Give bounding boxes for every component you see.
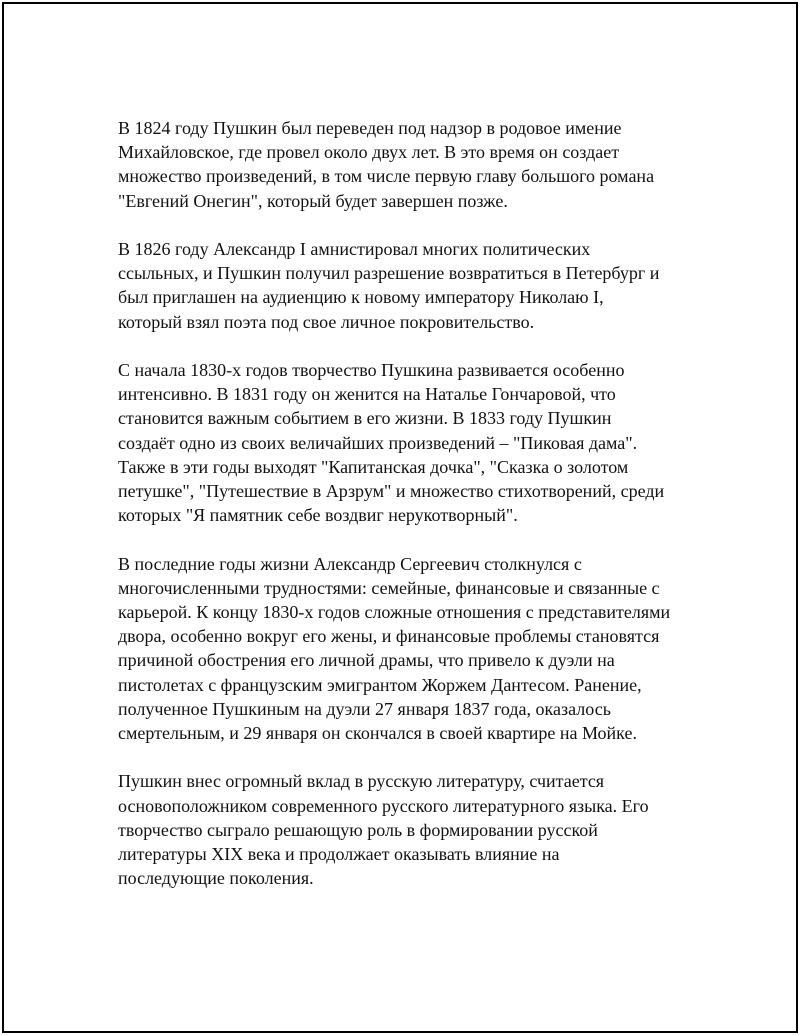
text-line: смертельным, и 29 января он скончался в своей квартире на Мойке. (118, 723, 637, 744)
text-line: становится важным событием в его жизни. В 1833 году Пушкин (118, 408, 612, 429)
text-line: основоположником современного русского литературного языка. Его (118, 795, 649, 816)
text-line: В 1826 году Александр I амнистировал многих политических (118, 239, 591, 259)
text-line: петушке", "Путешествие в Арзрум" и множество стихотворений, среди (118, 481, 665, 502)
text-line: В 1824 году Пушкин был переведен под надзор в родовое имение (118, 118, 622, 138)
paragraph-1 (118, 116, 708, 213)
text-line: многочисленными трудностями: семейные, финансовые и связанные с (118, 577, 660, 598)
text-line: множество произведений, в том числе первую главу большого романа (118, 166, 655, 187)
text-line: последующие поколения. (118, 868, 314, 889)
text-line: "Евгений Онегин", который будет завершен позже. (118, 190, 508, 211)
document-body (118, 116, 708, 915)
text-line: ссыльных, и Пушкин получил разрешение возвратиться в Петербург и (118, 263, 660, 284)
text-line: который взял поэта под свое личное покровительство. (118, 311, 535, 332)
text-line: которых "Я памятник себе воздвиг нерукотворный". (118, 505, 518, 526)
text-line: В последние годы жизни Александр Сергеевич столкнулся с (118, 553, 582, 574)
text-line: двора, особенно вокруг его жены, и финансовые проблемы становятся (118, 626, 660, 647)
text-line: Также в эти годы выходят "Капитанская дочка", "Сказка о золотом (118, 456, 629, 477)
text-line: пистолетах с французским эмигрантом Жоржем Дантесом. Ранение, (118, 674, 642, 695)
text-line: был приглашен на аудиенцию к новому императору Николаю I, (118, 287, 604, 308)
text-line: причиной обострения его личной драмы, что привело к дуэли на (118, 650, 615, 671)
text-line: карьерой. К концу 1830-х годов сложные отношения с представителями (118, 602, 671, 623)
text-line: интенсивно. В 1831 году он женится на Наталье Гончаровой, что (118, 384, 616, 405)
text-line: С начала 1830-х годов творчество Пушкина развивается особенно (118, 360, 625, 380)
text-line: полученное Пушкиным на дуэли 27 января 1837 года, оказалось (118, 698, 611, 719)
text-line: создаёт одно из своих величайших произведений – "Пиковая дама". (118, 432, 638, 453)
text-line: Михайловское, где провел около двух лет. В это время он создает (118, 142, 620, 163)
text-line: Пушкин внес огромный вклад в русскую литературу, считается (118, 771, 605, 792)
text-line: литературы XIX века и продолжает оказывать влияние на (118, 844, 560, 865)
text-line: творчество сыграло решающую роль в формировании русской (118, 819, 598, 840)
paragraph-3 (118, 358, 708, 527)
paragraph-5 (118, 769, 708, 890)
paragraph-4 (118, 552, 708, 746)
paragraph-2 (118, 237, 708, 334)
